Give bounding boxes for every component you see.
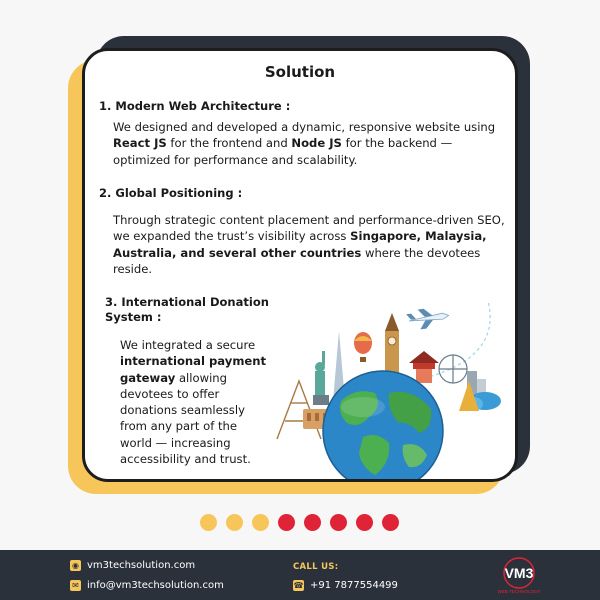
pagination-dot[interactable] <box>356 514 373 531</box>
statue-icon <box>313 351 329 405</box>
phone-icon: ☎ <box>293 580 304 590</box>
footer-bar <box>0 550 600 600</box>
bold-text: Node JS <box>291 136 342 151</box>
pagination-dot[interactable] <box>226 514 243 531</box>
text-run: allowing devotees to offer donations seamlessly from any part of the world — increasing accessibility and trust. <box>120 370 251 467</box>
section-heading-architecture: 1. Modern Web Architecture : <box>99 99 291 113</box>
globe-icon <box>323 371 443 479</box>
section-body-architecture <box>113 119 513 168</box>
pagination-dots <box>200 514 400 532</box>
text-run: for the frontend and <box>166 136 292 151</box>
phone-row <box>293 580 398 591</box>
text-run: We integrated a secure <box>120 338 256 352</box>
solution-card <box>82 48 518 482</box>
text-run: Through strategic content placement and performance-driven SEO, we expanded the trust’s visibility across <box>113 213 505 244</box>
pagination-dot[interactable] <box>252 514 269 531</box>
pagoda-icon <box>409 351 439 383</box>
vm3-logo <box>488 556 550 596</box>
pagination-dot[interactable] <box>382 514 399 531</box>
pagination-dot[interactable] <box>330 514 347 531</box>
pagination-dot[interactable] <box>200 514 217 531</box>
email-text[interactable]: info@vm3techsolution.com <box>87 580 224 591</box>
email-row <box>70 580 224 591</box>
logo-text: VM3 <box>504 565 534 581</box>
logo-subtext: WEB TECHNOLOGY <box>497 589 541 594</box>
mail-icon: ✉ <box>70 580 81 591</box>
bold-text: international payment gateway <box>120 354 267 385</box>
pagination-dot[interactable] <box>278 514 295 531</box>
text-run: We designed and developed a dynamic, responsive website using <box>113 120 496 134</box>
globe-icon: ◉ <box>70 560 81 571</box>
bold-text: React JS <box>113 136 167 151</box>
pagination-dot[interactable] <box>304 514 321 531</box>
call-us-label: CALL US: <box>293 562 339 572</box>
airplane-icon <box>406 305 450 331</box>
hot-air-balloon-icon <box>354 332 372 362</box>
section-heading-positioning: 2. Global Positioning : <box>99 186 243 200</box>
ferris-wheel-icon <box>439 355 467 383</box>
globe-landmarks-illustration <box>263 261 513 479</box>
bold-text: Singapore, Malaysia, Australia, and several other countries <box>113 229 487 260</box>
card-title: Solution <box>264 63 336 81</box>
website-row <box>70 560 195 571</box>
text-run: where the devotees reside. <box>113 245 481 276</box>
section-body-donation <box>120 337 270 467</box>
text-run: for the backend — optimized for performance and scalability. <box>113 136 453 167</box>
website-text[interactable]: vm3techsolution.com <box>87 560 196 571</box>
phone-text[interactable]: +91 7877554499 <box>310 580 398 591</box>
section-heading-donation: 3. International Donation System : <box>105 295 269 324</box>
